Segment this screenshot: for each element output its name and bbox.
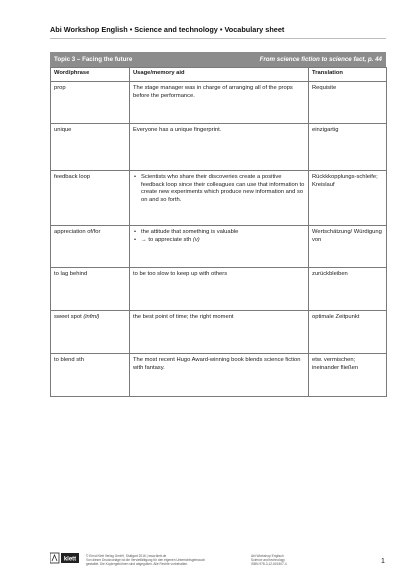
copyright-line: Von dieser Druckvorlage ist die Vervielfältigung für den eigenen Unterrichtsgebrauch <box>86 558 206 563</box>
book-line: Science and technology <box>251 558 285 563</box>
word-cell <box>51 311 130 354</box>
usage-bullet-list <box>133 229 305 244</box>
word-text: to blend sth <box>54 357 84 363</box>
table-row <box>51 268 387 311</box>
column-header-word: Word/phrase <box>51 68 130 82</box>
part-of-speech-note: (v) <box>192 236 200 243</box>
table-header-row <box>51 68 387 82</box>
word-cell <box>51 226 130 268</box>
topic-banner <box>50 52 386 67</box>
title-divider <box>50 38 386 39</box>
column-header-usage: Usage/memory aid <box>130 68 309 82</box>
copyright-notice <box>86 554 216 566</box>
usage-cell <box>130 311 309 354</box>
word-cell <box>51 354 130 397</box>
logo-text: klett <box>63 556 77 563</box>
copyright-line: © Ernst Klett Verlag GmbH, Stuttgart 2016 | www.klett.de <box>86 554 167 558</box>
word-cell <box>51 268 130 311</box>
translation-cell: etw. vermischen; ineinander fließen <box>309 354 387 397</box>
usage-bullet-list <box>133 174 305 205</box>
translation-cell: Requisite <box>309 82 387 124</box>
usage-cell <box>130 124 309 171</box>
usage-bullet-text: → to appreciate sth <box>141 236 192 243</box>
usage-bullet: • the attitude that something is valuable <box>133 229 305 237</box>
topic-label: Topic 3 – Facing the future <box>54 56 133 63</box>
table-row <box>51 226 387 268</box>
column-header-translation: Translation <box>309 68 387 82</box>
usage-text: to be too slow to keep up with others <box>133 271 228 277</box>
word-text: unique <box>54 127 72 133</box>
usage-cell <box>130 268 309 311</box>
table-row <box>51 171 387 226</box>
source-reference: From science fiction to science fact, p. 44 <box>259 56 382 63</box>
vocabulary-table <box>50 67 387 397</box>
word-cell <box>51 124 130 171</box>
usage-cell <box>130 171 309 226</box>
table-row <box>51 82 387 124</box>
translation-cell: optimale Zeitpunkt <box>309 311 387 354</box>
usage-cell <box>130 354 309 397</box>
table-row <box>51 354 387 397</box>
copyright-line: gestattet. Die Kopiergebühren sind abgegolten. Alle Rechte vorbehalten. <box>86 562 189 567</box>
word-text: appreciation of/for <box>54 229 101 235</box>
book-line: Abi Workshop Englisch <box>251 554 284 558</box>
page-title: Abi Workshop English • Science and technology • Vocabulary sheet <box>50 25 285 34</box>
word-text: prop <box>54 85 66 91</box>
translation-cell: zurückbleiben <box>309 268 387 311</box>
table-row <box>51 124 387 171</box>
word-cell <box>51 82 130 124</box>
usage-cell <box>130 226 309 268</box>
word-cell <box>51 171 130 226</box>
word-text: feedback loop <box>54 174 91 180</box>
usage-text: The most recent Hugo Award-winning book blends science fiction with fantasy. <box>133 357 301 371</box>
book-reference <box>251 554 331 566</box>
word-text: sweet spot <box>54 314 82 320</box>
translation-cell: Rückkkopplungs-schleife; Kreislauf <box>309 171 387 226</box>
register-note: (infml) <box>83 314 100 320</box>
translation-cell: einzigartig <box>309 124 387 171</box>
word-text: to lag behind <box>54 271 88 277</box>
publisher-logo <box>50 552 80 564</box>
usage-bullet <box>133 237 305 245</box>
usage-cell <box>130 82 309 124</box>
page-number: 1 <box>381 558 385 565</box>
table-row <box>51 311 387 354</box>
usage-text: the best point of time; the right moment <box>133 314 234 320</box>
usage-text: Everyone has a unique fingerprint. <box>133 127 222 133</box>
usage-text: The stage manager was in charge of arranging all of the props before the performance. <box>133 85 293 99</box>
book-line: ISBN 978-3-12-601507-4 <box>251 562 287 567</box>
translation-cell: Wertschätzung/ Würdigung von <box>309 226 387 268</box>
usage-bullet: • Scientists who share their discoveries create a positive feedback loop since their colleagues can use that information to create new experiments which produce new information and so on and so forth. <box>133 174 305 205</box>
